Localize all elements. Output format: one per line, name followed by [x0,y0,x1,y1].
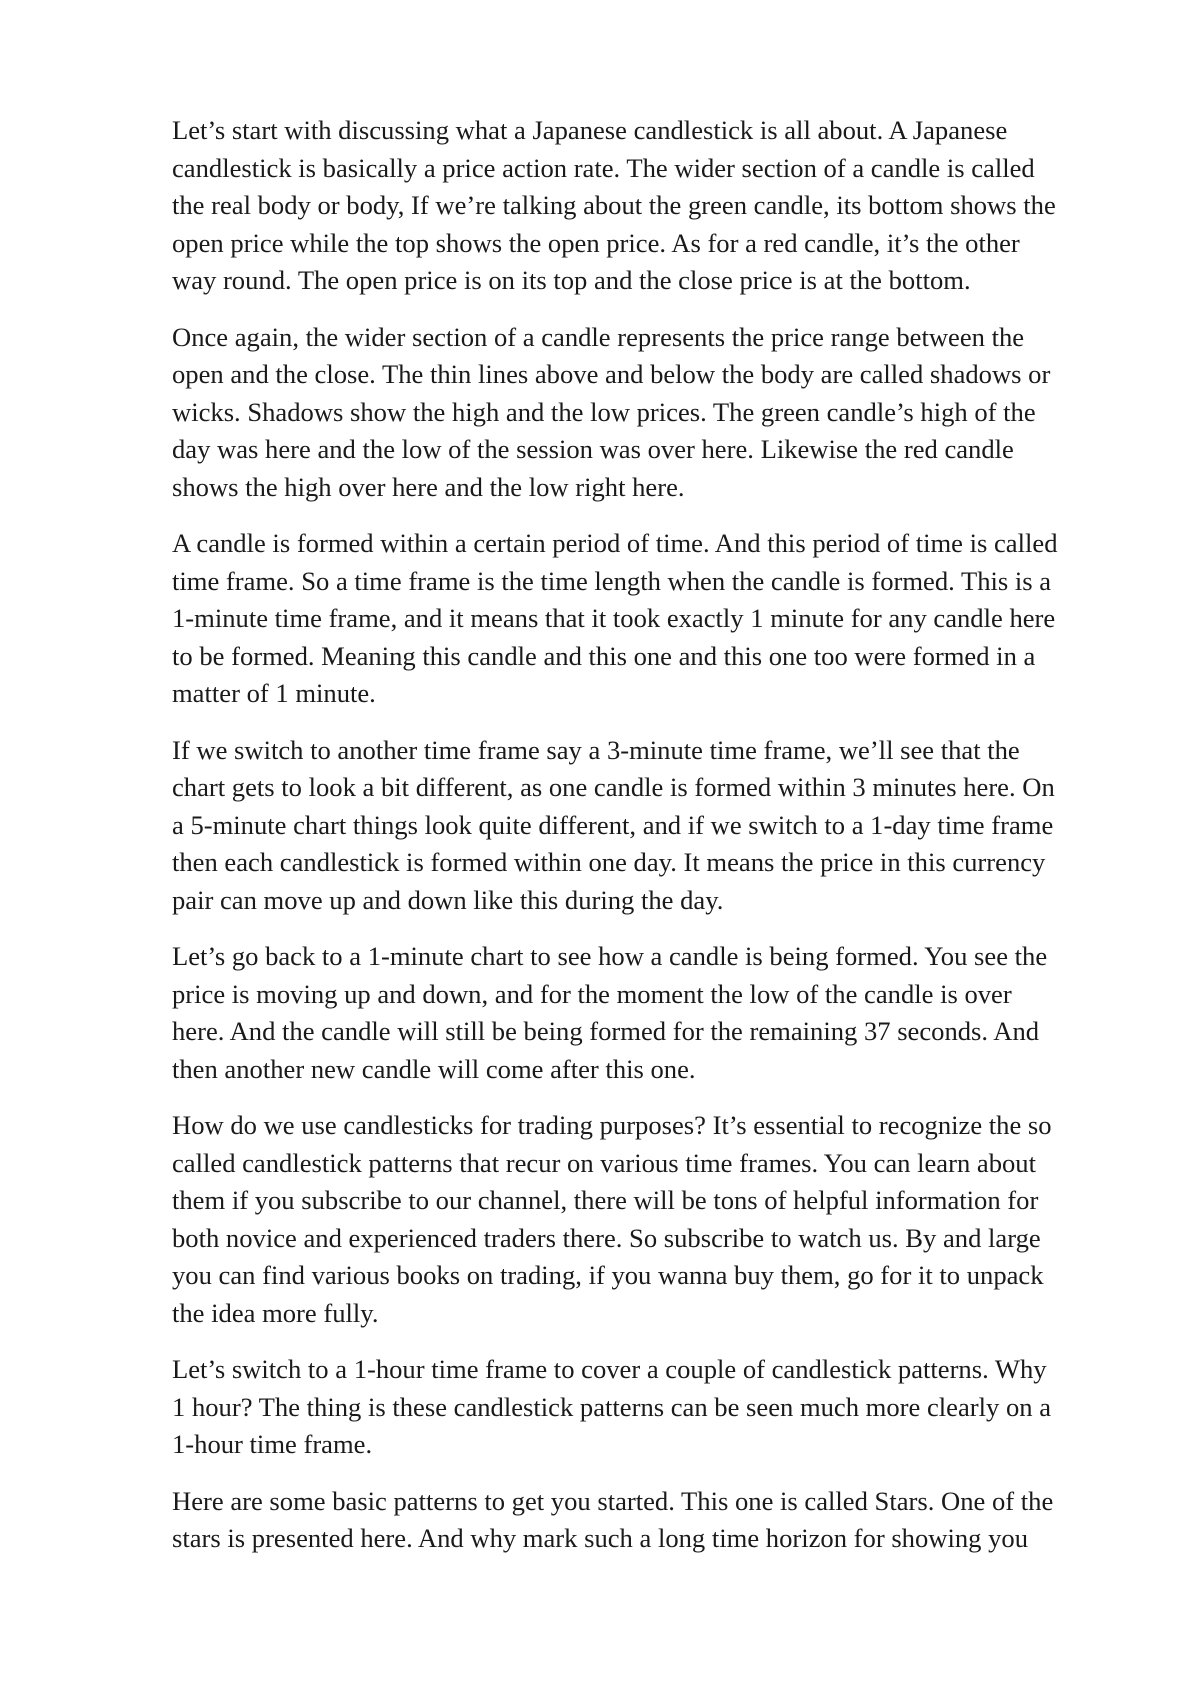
paragraph: Let’s go back to a 1-minute chart to see how a candle is being formed. You see the price is moving up and down, and for the moment the low of the candle is over here. And the candle will still be being formed for the remaining 37 seconds. And then another new candle will come after this one. [172,941,1048,1084]
paragraph: A candle is formed within a certain period of time. And this period of time is called time frame. So a time frame is the time length when the candle is formed. This is a 1-minute time frame, and it means that it took exactly 1 minute for any candle here to be formed. Meaning this candle and this one and this one too were formed in a matter of 1 minute. [172,528,1058,708]
paragraph: If we switch to another time frame say a 3-minute time frame, we’ll see that the chart gets to look a bit different, as one candle is formed within 3 minutes here. On a 5-minute chart things look quite different, and if we switch to a 1-day time frame then each candlestick is formed within one day. It means the price in this currency pair can move up and down like this during the day. [172,734,1055,915]
paragraph: Let’s switch to a 1-hour time frame to cover a couple of candlestick patterns. Why 1 hour? The thing is these candlestick patterns can be seen much more clearly on a 1-hour time frame. [172,1354,1052,1459]
paragraph: Here are some basic patterns to get you started. This one is called Stars. One of the stars is presented here. And why mark such a long time horizon for showing you [172,1485,1054,1553]
document-body [172,112,1132,1577]
paragraph: How do we use candlesticks for trading purposes? It’s essential to recognize the so called candlestick patterns that recur on various time frames. You can learn about them if you subscribe to our channel, there will be tons of helpful information for both novice and experienced traders there. So subscribe to watch us. By and large you can find various books on trading, if you wanna buy them, go for it to unpack the idea more fully. [172,1110,1052,1328]
paragraph: Let’s start with discussing what a Japanese candlestick is all about. A Japanese candlestick is basically a price action rate. The wider section of a candle is called the real body or body, If we’re talking about the green candle, its bottom shows the open price while the top shows the open price. As for a red candle, it’s the other way round. The open price is on its top and the close price is at the bottom. [172,115,1056,295]
paragraph: Once again, the wider section of a candle represents the price range between the open and the close. The thin lines above and below the body are called shadows or wicks. Shadows show the high and the low prices. The green candle’s high of the day was here and the low of the session was over here. Likewise the red candle shows the high over here and the low right here. [172,321,1051,502]
